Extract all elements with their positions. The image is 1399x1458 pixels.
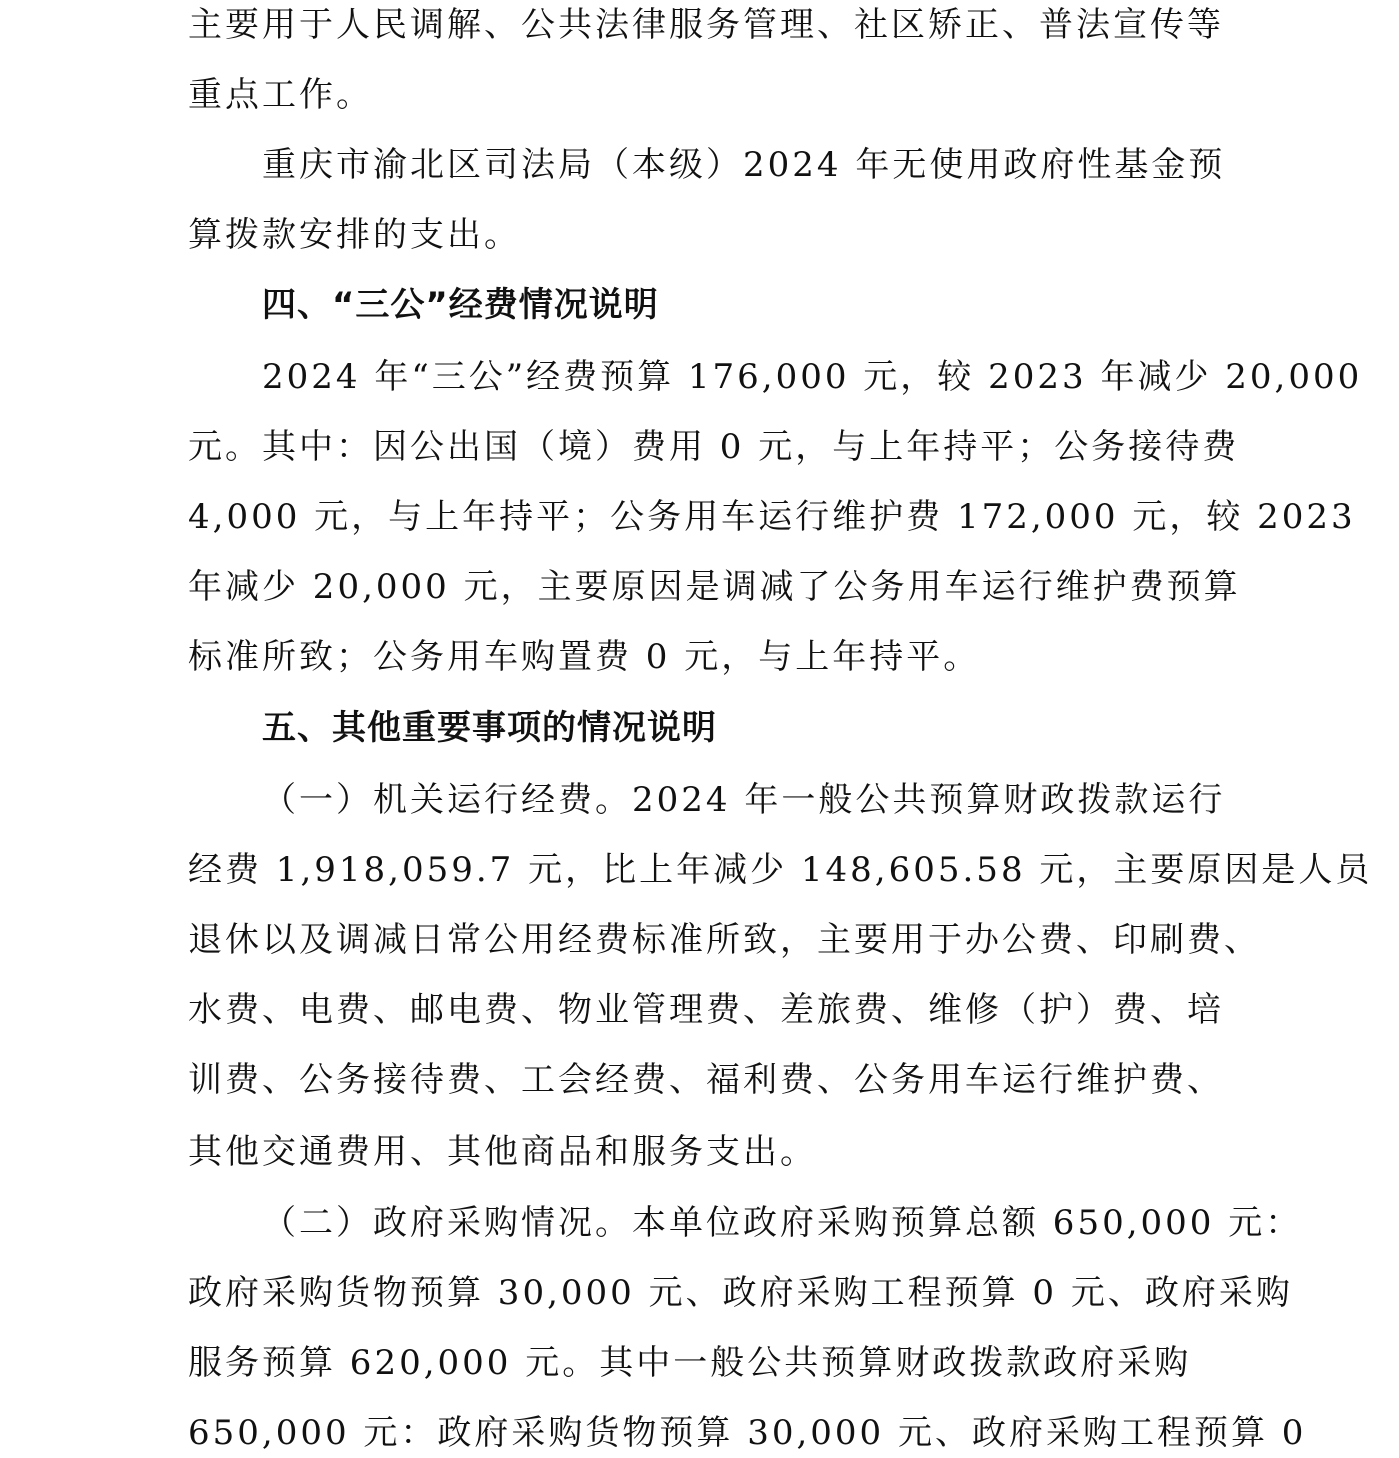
paragraph-line: 2024 年“三公”经费预算 176,000 元，较 2023 年减少 20,000 (262, 357, 1363, 397)
paragraph-line: 服务预算 620,000 元。其中一般公共预算财政拨款政府采购 (188, 1343, 1192, 1383)
paragraph-line: 其他交通费用、其他商品和服务支出。 (188, 1132, 817, 1172)
paragraph-line: 650,000 元：政府采购货物预算 30,000 元、政府采购工程预算 0 (188, 1413, 1307, 1453)
paragraph-line: 退休以及调减日常公用经费标准所致，主要用于办公费、印刷费、 (188, 920, 1261, 960)
paragraph-line: 重庆市渝北区司法局（本级）2024 年无使用政府性基金预 (262, 145, 1226, 185)
paragraph-line: 标准所致；公务用车购置费 0 元，与上年持平。 (188, 637, 981, 677)
paragraph-line: 水费、电费、邮电费、物业管理费、差旅费、维修（护）费、培 (188, 990, 1224, 1030)
section-heading-four: 四、“三公”经费情况说明 (262, 285, 659, 325)
paragraph-line: 元。其中：因公出国（境）费用 0 元，与上年持平；公务接待费 (188, 427, 1240, 467)
paragraph-line: 经费 1,918,059.7 元，比上年减少 148,605.58 元，主要原因是人员 (188, 850, 1373, 890)
paragraph-line: 训费、公务接待费、工会经费、福利费、公务用车运行维护费、 (188, 1060, 1224, 1100)
paragraph-line: 年减少 20,000 元，主要原因是调减了公务用车运行维护费预算 (188, 567, 1241, 607)
paragraph-line: 主要用于人民调解、公共法律服务管理、社区矫正、普法宣传等 (188, 5, 1224, 45)
paragraph-line: （二）政府采购情况。本单位政府采购预算总额 650,000 元： (262, 1203, 1303, 1243)
paragraph-line: 4,000 元，与上年持平；公务用车运行维护费 172,000 元，较 2023 (188, 497, 1356, 537)
paragraph-line: 重点工作。 (188, 75, 373, 115)
paragraph-line: （一）机关运行经费。2024 年一般公共预算财政拨款运行 (262, 780, 1226, 820)
section-heading-five: 五、其他重要事项的情况说明 (262, 708, 717, 748)
paragraph-line: 算拨款安排的支出。 (188, 215, 521, 255)
paragraph-line: 政府采购货物预算 30,000 元、政府采购工程预算 0 元、政府采购 (188, 1273, 1293, 1313)
